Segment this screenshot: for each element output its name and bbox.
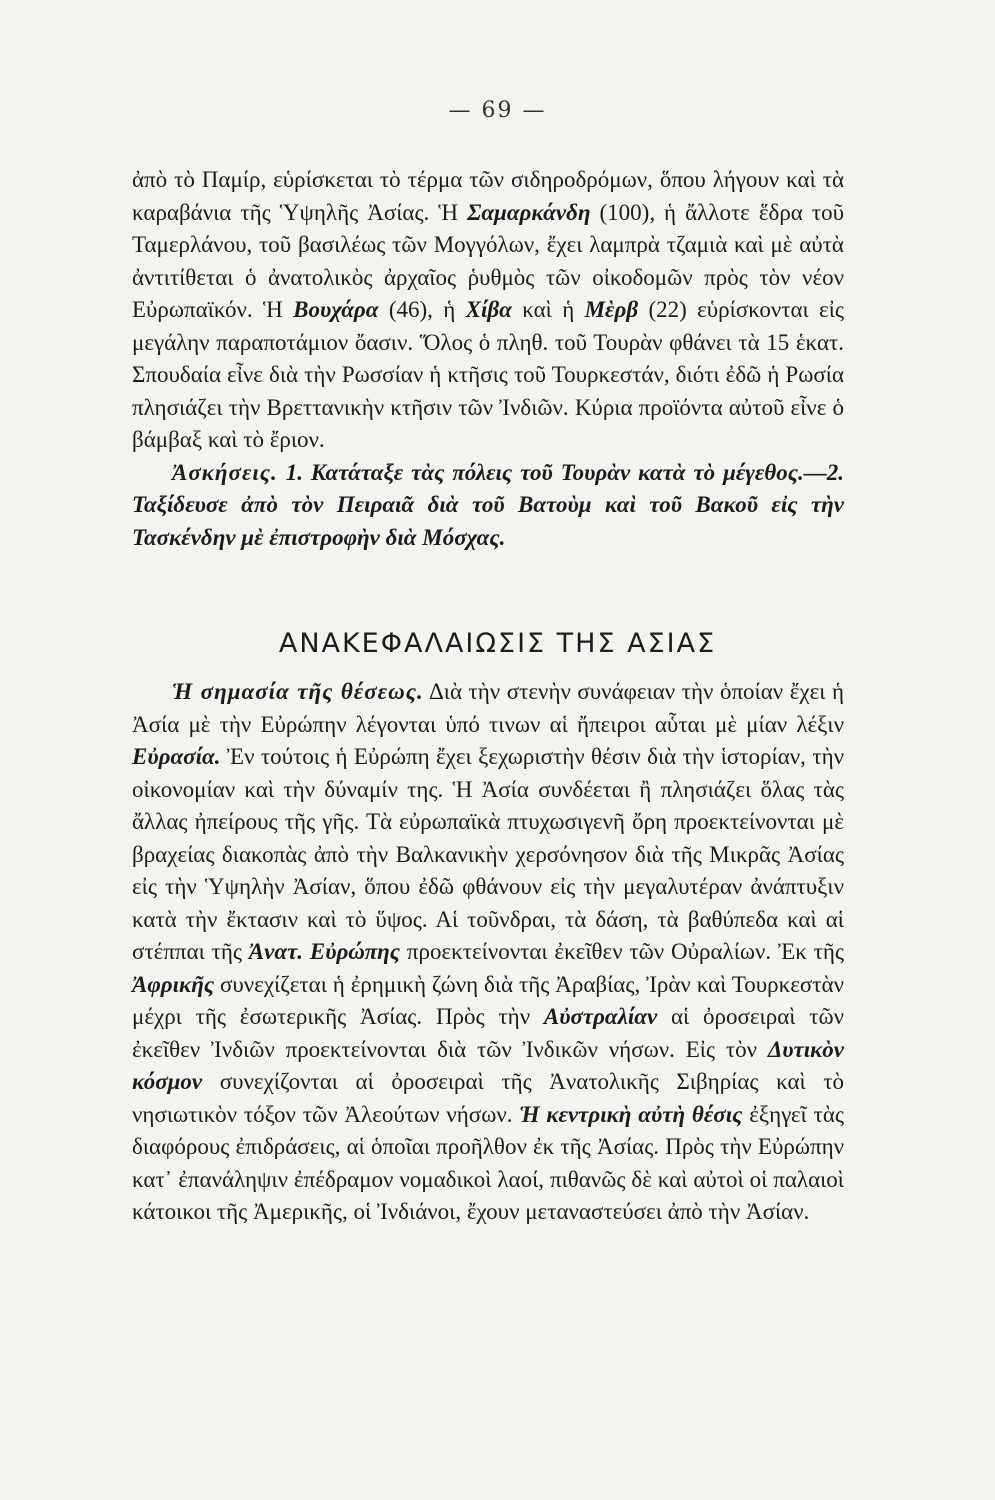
term-eurasia: Εὐρασία.	[132, 744, 221, 769]
text-block-summary	[132, 676, 844, 1229]
city-samarkand: Σαμαρκάνδη	[467, 199, 591, 225]
paragraph-asia-position: Ἡ σημασία τῆς θέσεως. Διὰ τὴν στενὴν συνάφειαν τὴν ὁποίαν ἔχει ἡ Ἀσία μὲ τὴν Εὐρώπην λέγονται ὑπό τινων αἱ ἤπειροι αὗται μὲ μίαν λέξιν Εὐρασία. Ἐν τούτοις ἡ Εὐρώπη ἔχει ξεχωριστὴν θέσιν διὰ τὴν ἱστορίαν, τὴν οἰκονομίαν καὶ τὴν δύναμίν της. Ἡ Ἀσία συνδέεται ἢ πλησιάζει ὅλας τὰς ἄλλας ἠπείρους τῆς γῆς. Τὰ εὐρωπαϊκὰ πτυχωσιγενῆ ὄρη προεκτείνονται μὲ βραχείας διακοπὰς ἀπὸ τὴν Βαλκανικὴν χερσόνησον διὰ τῆς Μικρᾶς Ἀσίας εἰς τὴν Ὑψηλὴν Ἀσίαν, ὅπου ἐδῶ φθάνουν εἰς τὴν μεγαλυτέραν ἀνάπτυξιν κατὰ τὴν ἔκτασιν καὶ τὸ ὕψος. Αἱ τοῦνδραι, τὰ δάση, τὰ βαθύπεδα καὶ αἱ στέππαι τῆς Ἀνατ. Εὐρώπης προεκτείνονται ἐκεῖθεν τῶν Οὐραλίων. Ἐκ τῆς Ἀφρικῆς συνεχίζεται ἡ ἐρημικὴ ζώνη διὰ τῆς Ἀραβίας, Ἰρὰν καὶ Τουρκεστὰν μέχρι τῆς ἐσωτερικῆς Ἀσίας. Πρὸς τὴν Αὐστραλίαν αἱ ὀροσειραὶ τῶν ἐκεῖθεν Ἰνδιῶν προεκτείνονται διὰ τῶν Ἰνδικῶν νήσων. Εἰς τὸν Δυτικὸν κόσμον συνεχίζονται αἱ ὀροσειραὶ τῆς Ἀνατολικῆς Σιβηρίας καὶ τὸ νησιωτικὸν τόξον τῶν Ἀλεούτων νήσων. Ἡ κεντρικὴ αὐτὴ θέσις ἐξηγεῖ τὰς διαφόρους ἐπιδράσεις, αἱ ὁποῖαι προῆλθον ἐκ τῆς Ἀσίας. Πρὸς τὴν Εὐρώπην κατ᾽ ἐπανάληψιν ἐπέδραμον νομαδικοὶ λαοί, πιθανῶς δὲ καὶ αὐτοὶ οἱ παλαιοὶ κάτοικοι τῆς Ἀμερικῆς, οἱ Ἰνδιάνοι, ἔχουν μεταναστεύσει ἀπὸ τὴν Ἀσίαν.	[132, 679, 845, 1224]
city-merv: Μὲρβ	[584, 297, 639, 322]
term-east-europe: Ἀνατ. Εὐρώπης	[248, 939, 401, 964]
city-bukhara: Βουχάρα	[293, 297, 379, 322]
term-africa: Ἀφρικῆς	[132, 971, 215, 997]
text-block-top	[132, 164, 844, 554]
section-title: ΑΝΑΚΕΦΑΛΑΙΩΣΙΣ ΤΗΣ ΑΣΙΑΣ	[278, 628, 717, 659]
term-australia: Αὐστραλίαν	[543, 1004, 658, 1029]
city-khiva: Χίβα	[465, 297, 512, 322]
exercises-paragraph	[132, 457, 844, 555]
paragraph-turan-cities: ἀπὸ τὸ Παμίρ, εὑρίσκεται τὸ τέρμα τῶν σιδηροδρόμων, ὅπου λήγουν καὶ τὰ καραβάνια τῆς Ὑψηλῆς Ἀσίας. Ἡ Σαμαρκάνδη (100), ἡ ἄλλοτε ἕδρα τοῦ Ταμερλάνου, τοῦ βασιλέως τῶν Μογγόλων, ἔχει λαμπρὰ τζαμιὰ καὶ μὲ αὐτὰ ἀντιτίθεται ὁ ἀνατολικὸς ἀρχαῖος ῥυθμὸς τῶν οἰκοδομῶν πρὸς τὸν νέον Εὐρωπαϊκόν. Ἡ Βουχάρα (46), ἡ Χίβα καὶ ἡ Μὲρβ (22) εὑρίσκονται εἰς μεγάλην παραποτάμιον ὄασιν. Ὅλος ὁ πληθ. τοῦ Τουρὰν φθάνει τὰ 15 ἑκατ. Σπουδαία εἶνε διὰ τὴν Ρωσσίαν ἡ κτῆσις τοῦ Τουρκεστάν, διότι ἐδῶ ἡ Ρωσία πλησιάζει τὴν Βρεττανικὴν κτῆσιν τῶν Ἰνδιῶν. Κύρια προϊόντα αὐτοῦ εἶνε ὁ βάμβαξ καὶ τὸ ἔριον.	[132, 167, 844, 452]
exercises-heading: Ἀσκήσεις.	[172, 459, 278, 485]
exercises-text: 1. Κατάταξε τὰς πόλεις τοῦ Τουρὰν κατὰ τὸ μέγεθος.—2. Ταξίδευσε ἀπὸ τὸν Πειραιᾶ διὰ τοῦ Βατοὺμ καὶ τοῦ Βακοῦ εἰς τὴν Τασκένδην μὲ ἐπιστροφὴν διὰ Μόσχας.	[132, 459, 844, 550]
summary-heading: Ἡ σημασία τῆς θέσεως.	[172, 679, 424, 704]
page-number: — 69 —	[448, 98, 547, 123]
term-central-position: Ἡ κεντρικὴ αὐτὴ θέσις	[519, 1101, 743, 1127]
term-western-world: Δυτικὸν κόσμον	[132, 1036, 844, 1094]
